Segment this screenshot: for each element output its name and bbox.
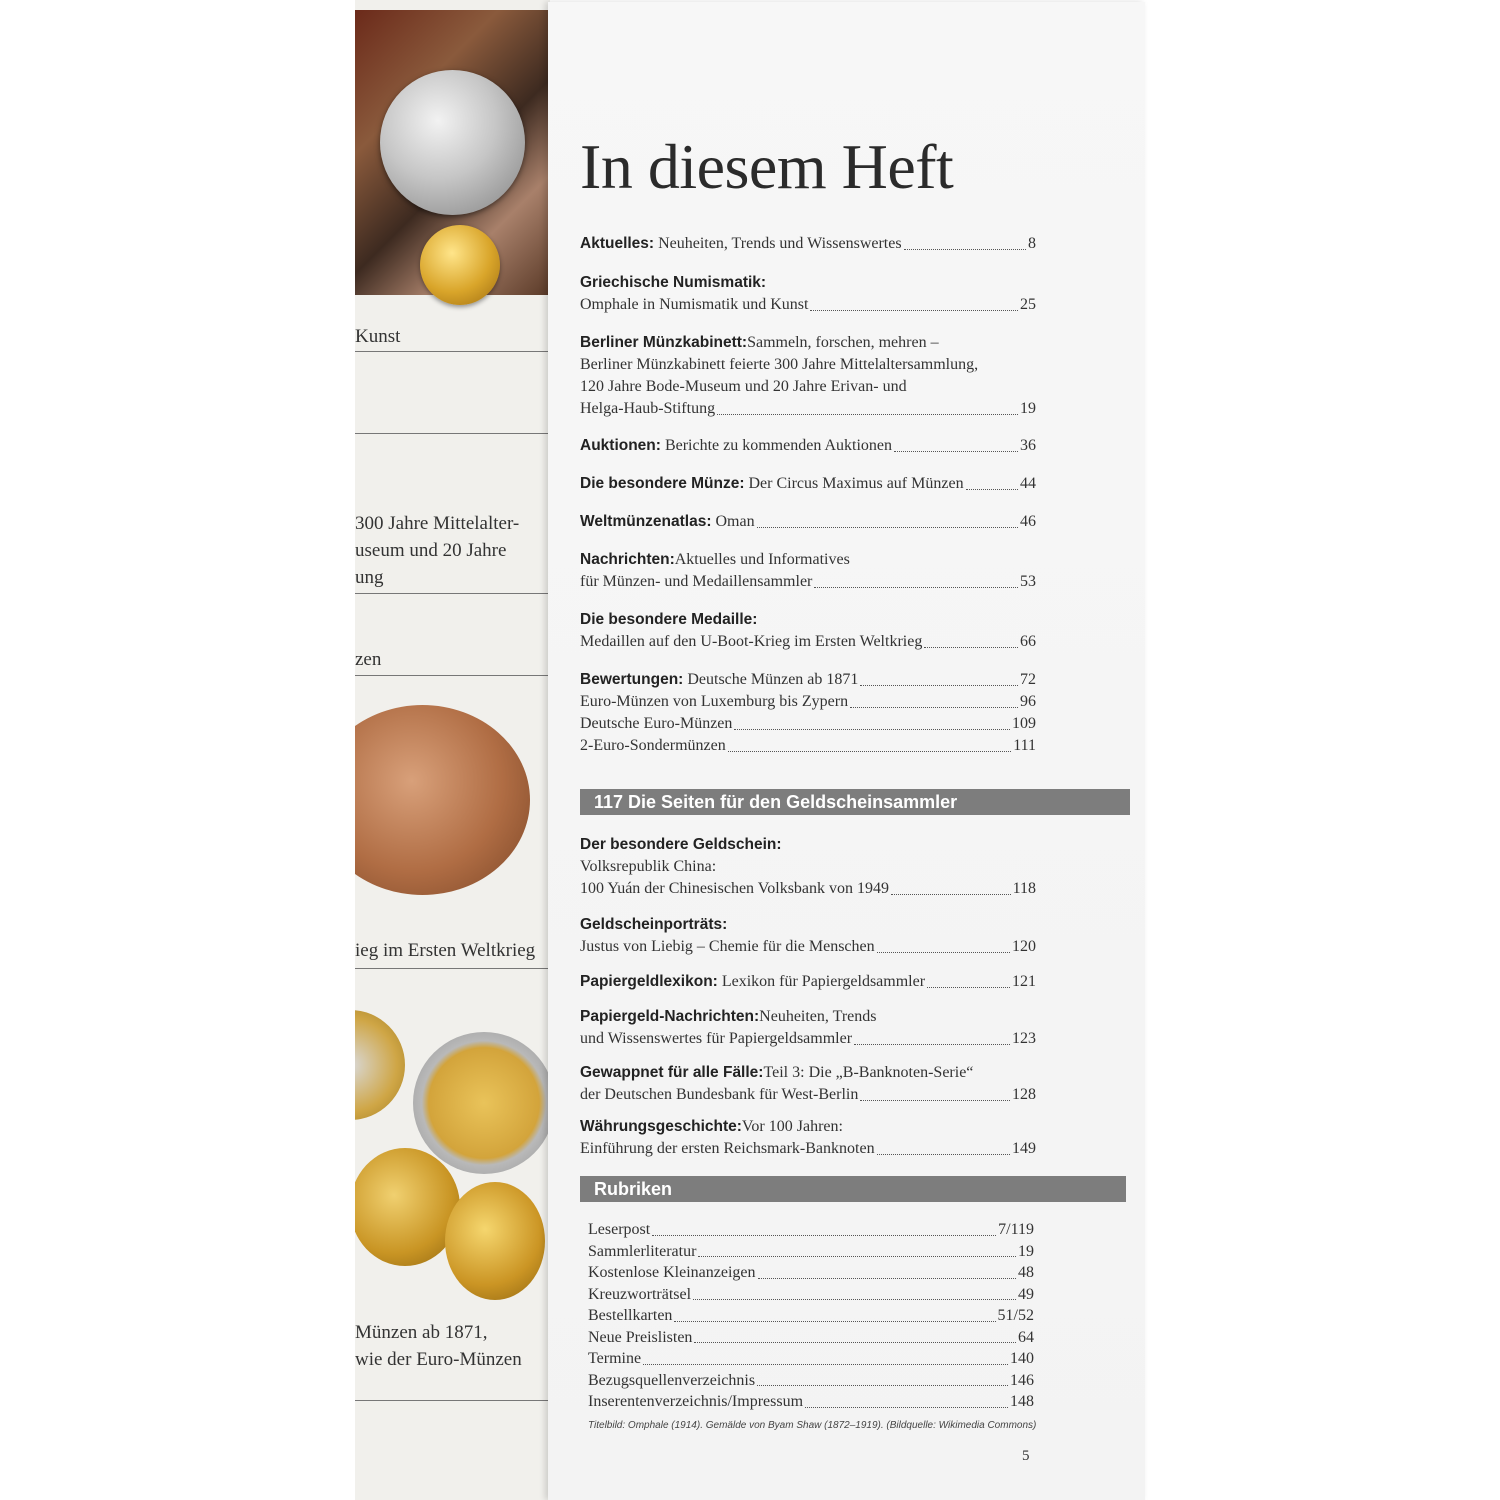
entry-text: Der Circus Maximus auf Münzen bbox=[744, 475, 964, 492]
rubrik-name: Neue Preislisten bbox=[588, 1328, 693, 1346]
entry-label: Geldscheinporträts: bbox=[580, 916, 728, 933]
toc-entry-weltmuenzenatlas bbox=[580, 511, 1036, 533]
page-ref: 148 bbox=[1010, 1393, 1034, 1410]
page-ref: 128 bbox=[1012, 1086, 1036, 1103]
entry-text: Justus von Liebig – Chemie für die Menschen bbox=[580, 938, 875, 955]
list-item bbox=[588, 1348, 1034, 1370]
silver-coin-image bbox=[380, 70, 525, 215]
entry-text: Einführung der ersten Reichsmark-Banknoten bbox=[580, 1140, 875, 1157]
entry-text: Neuheiten, Trends und Wissenswertes bbox=[654, 235, 902, 252]
list-item bbox=[588, 1327, 1034, 1349]
page-ref: 19 bbox=[1018, 1242, 1034, 1260]
left-caption: ieg im Ersten Weltkrieg bbox=[355, 940, 536, 961]
entry-label: Papiergeldlexikon: bbox=[580, 973, 718, 990]
toc-entry-besondere-medaille bbox=[580, 609, 1036, 653]
toc-entry-nachrichten bbox=[580, 549, 1036, 593]
divider bbox=[355, 593, 550, 594]
left-caption: zen bbox=[355, 649, 382, 670]
toc-entry-aktuelles bbox=[580, 233, 1036, 255]
rubriken-list bbox=[588, 1219, 1034, 1413]
left-caption: useum und 20 Jahre bbox=[355, 540, 507, 561]
euro-coin-image bbox=[355, 1010, 405, 1120]
entry-text: Sammeln, forschen, mehren – bbox=[747, 334, 939, 351]
entry-label: Gewappnet für alle Fälle: bbox=[580, 1064, 764, 1081]
page-ref: 146 bbox=[1010, 1371, 1034, 1389]
entry-text: Neuheiten, Trends bbox=[759, 1008, 877, 1025]
page-ref: 66 bbox=[1020, 633, 1036, 650]
page-ref: 64 bbox=[1018, 1328, 1034, 1346]
page-ref: 48 bbox=[1018, 1264, 1034, 1281]
divider bbox=[355, 675, 550, 676]
entry-text: Deutsche Münzen ab 1871 bbox=[683, 671, 859, 688]
rubrik-name: Inserentenverzeichnis/Impressum bbox=[588, 1393, 804, 1410]
page-ref: 19 bbox=[1020, 400, 1036, 417]
page-ref: 109 bbox=[1012, 715, 1036, 732]
divider bbox=[355, 433, 550, 434]
entry-label: Die besondere Medaille: bbox=[580, 611, 758, 628]
page-ref: 72 bbox=[1020, 671, 1036, 688]
toc-entry-besondere-muenze bbox=[580, 473, 1036, 495]
contents-page bbox=[548, 2, 1145, 1500]
list-item bbox=[588, 1262, 1034, 1284]
toc-entry-gewappnet bbox=[580, 1062, 1036, 1106]
entry-text: Medaillen auf den U-Boot-Krieg im Ersten Weltkrieg bbox=[580, 633, 923, 650]
page-ref: 36 bbox=[1020, 437, 1036, 454]
divider bbox=[355, 351, 550, 352]
image-credit-footnote: Titelbild: Omphale (1914). Gemälde von Byam Shaw (1872–1919). (Bildquelle: Wikimedia Commons) bbox=[588, 1420, 1037, 1431]
page-ref: 8 bbox=[1028, 235, 1036, 252]
section-header-geldscheinsammler: 117 Die Seiten für den Geldscheinsammler bbox=[580, 789, 1130, 815]
entry-text: für Münzen- und Medaillensammler bbox=[580, 573, 813, 590]
page-ref: 120 bbox=[1012, 938, 1036, 955]
page-ref: 123 bbox=[1012, 1030, 1036, 1047]
entry-text: und Wissenswertes für Papiergeldsammler bbox=[580, 1030, 853, 1047]
entry-text: Aktuelles und Informatives bbox=[674, 551, 850, 568]
gold-coin-image bbox=[445, 1182, 545, 1300]
page-ref: 25 bbox=[1020, 296, 1036, 313]
section-header-rubriken: Rubriken bbox=[580, 1176, 1126, 1202]
entry-label: Der besondere Geldschein: bbox=[580, 836, 782, 853]
bronze-medal-image bbox=[355, 705, 530, 895]
page-ref: 46 bbox=[1020, 513, 1036, 530]
page-ref: 53 bbox=[1020, 573, 1036, 590]
entry-text: Berliner Münzkabinett feierte 300 Jahre Mittelaltersammlung, bbox=[580, 356, 979, 373]
entry-text: Deutsche Euro-Münzen bbox=[580, 715, 733, 732]
divider bbox=[355, 968, 550, 969]
page-ref: 118 bbox=[1012, 880, 1036, 897]
entry-text: 2-Euro-Sondermünzen bbox=[580, 737, 726, 754]
left-caption: wie der Euro-Münzen bbox=[355, 1349, 522, 1370]
left-caption: Münzen ab 1871, bbox=[355, 1322, 488, 1343]
rubrik-name: Kreuzworträtsel bbox=[588, 1285, 692, 1303]
entry-text: der Deutschen Bundesbank für West-Berlin bbox=[580, 1086, 859, 1103]
entry-text: Euro-Münzen von Luxemburg bis Zypern bbox=[580, 693, 849, 710]
list-item bbox=[588, 1305, 1034, 1327]
rubrik-name: Leserpost bbox=[588, 1221, 651, 1238]
rubrik-name: Sammlerliteratur bbox=[588, 1242, 697, 1260]
entry-label: Währungsgeschichte: bbox=[580, 1118, 742, 1135]
entry-label: Bewertungen: bbox=[580, 671, 684, 688]
entry-label: Nachrichten: bbox=[580, 551, 675, 568]
euro-coin-image bbox=[413, 1032, 550, 1174]
page-ref: 49 bbox=[1018, 1285, 1034, 1303]
entry-label: Die besondere Münze: bbox=[580, 475, 745, 492]
left-page-strip bbox=[355, 0, 550, 1500]
toc-entry-bewertungen bbox=[580, 669, 1036, 757]
page-ref: 51/52 bbox=[997, 1307, 1034, 1324]
page-ref: 149 bbox=[1012, 1140, 1036, 1157]
gold-coin-image bbox=[355, 1148, 460, 1266]
rubrik-name: Kostenlose Kleinanzeigen bbox=[588, 1264, 756, 1281]
entry-text: 100 Yuán der Chinesischen Volksbank von 1949 bbox=[580, 880, 890, 897]
toc-entry-besondere-geldschein bbox=[580, 834, 1036, 900]
rubrik-name: Bezugsquellenverzeichnis bbox=[588, 1371, 756, 1389]
entry-text: Oman bbox=[711, 513, 755, 530]
toc-entry-griechische-numismatik bbox=[580, 272, 1036, 316]
entry-text: 120 Jahre Bode-Museum und 20 Jahre Erivan- und bbox=[580, 378, 907, 395]
entry-label: Weltmünzenatlas: bbox=[580, 513, 712, 530]
entry-text: Omphale in Numismatik und Kunst bbox=[580, 296, 809, 313]
list-item bbox=[588, 1370, 1034, 1392]
page-title: In diesem Heft bbox=[580, 131, 954, 202]
rubrik-name: Termine bbox=[588, 1350, 642, 1367]
entry-text: Lexikon für Papiergeldsammler bbox=[717, 973, 926, 990]
entry-text: Vor 100 Jahren: bbox=[741, 1118, 843, 1135]
entry-label: Aktuelles: bbox=[580, 235, 655, 252]
entry-label: Papiergeld-Nachrichten: bbox=[580, 1008, 760, 1025]
entry-text: Teil 3: Die „B-Banknoten-Serie“ bbox=[763, 1064, 974, 1081]
page-ref: 7/119 bbox=[998, 1221, 1034, 1238]
toc-entry-berliner-muenzkabinett bbox=[580, 332, 1036, 420]
list-item bbox=[588, 1284, 1034, 1306]
entry-label: Auktionen: bbox=[580, 437, 661, 454]
rubrik-name: Bestellkarten bbox=[588, 1307, 673, 1324]
page-ref: 121 bbox=[1012, 973, 1036, 990]
entry-label: Berliner Münzkabinett: bbox=[580, 334, 748, 351]
list-item bbox=[588, 1391, 1034, 1413]
divider bbox=[355, 1400, 550, 1401]
entry-text: Berichte zu kommenden Auktionen bbox=[660, 437, 892, 454]
toc-entry-auktionen bbox=[580, 435, 1036, 457]
entry-label: Griechische Numismatik: bbox=[580, 274, 767, 291]
page-ref: 140 bbox=[1010, 1350, 1034, 1367]
left-caption: ung bbox=[355, 567, 384, 588]
toc-entry-geldscheinportraets bbox=[580, 914, 1036, 958]
entry-text: Volksrepublik China: bbox=[580, 858, 717, 875]
list-item bbox=[588, 1219, 1034, 1241]
toc-entry-papiergeld-nachrichten bbox=[580, 1006, 1036, 1050]
left-caption: Kunst bbox=[355, 326, 401, 347]
page-ref: 111 bbox=[1013, 737, 1036, 754]
toc-entry-waehrungsgeschichte bbox=[580, 1116, 1036, 1160]
list-item bbox=[588, 1241, 1034, 1263]
page-ref: 96 bbox=[1020, 693, 1036, 710]
page-ref: 44 bbox=[1020, 475, 1036, 492]
left-caption: 300 Jahre Mittelalter- bbox=[355, 513, 520, 534]
toc-entry-papiergeldlexikon bbox=[580, 971, 1036, 993]
page-number: 5 bbox=[1022, 1448, 1030, 1464]
entry-text: Helga-Haub-Stiftung bbox=[580, 400, 716, 417]
gold-coin-image bbox=[420, 225, 500, 305]
